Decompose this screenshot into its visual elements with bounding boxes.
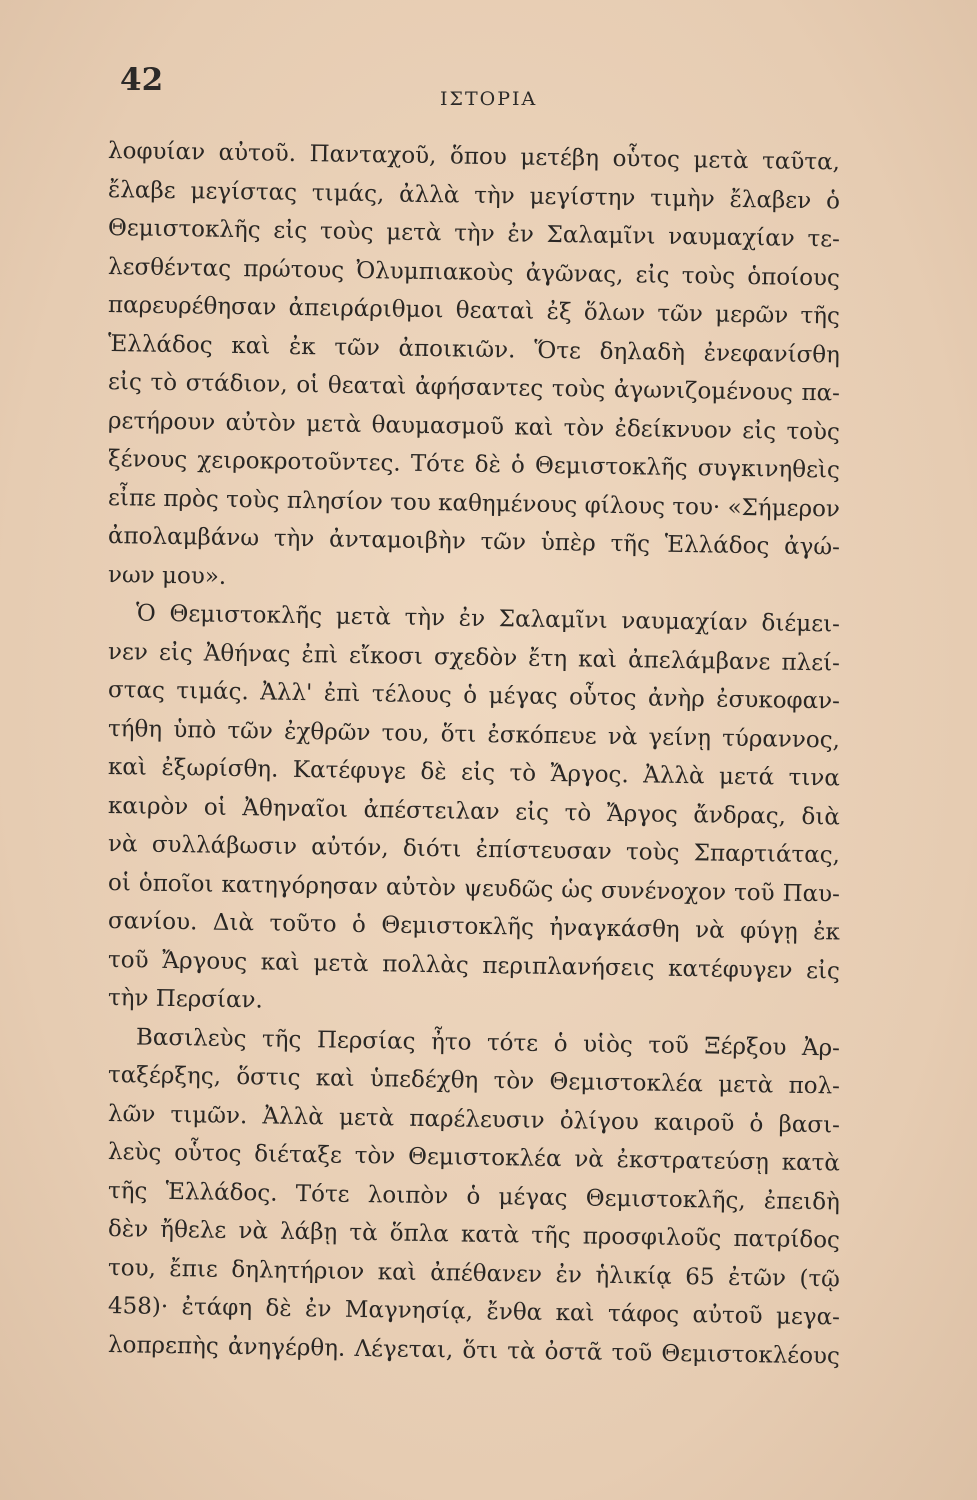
text-line: ρετήρουν αὐτὸν μετὰ θαυμασμοῦ καὶ τὸν ἐδείκνυον εἰς τοὺς [107, 407, 841, 445]
text-line: οἱ ὁποῖοι κατηγόρησαν αὐτὸν ψευδῶς ὡς συνένοχον τοῦ Παυ- [107, 869, 841, 907]
text-line: εἰς τὸ στάδιον, οἱ θεαταὶ ἀφήσαντες τοὺς ἀγωνιζομένους πα- [107, 369, 841, 407]
body-text [107, 132, 841, 1369]
text-line: λοφυίαν αὐτοῦ. Πανταχοῦ, ὅπου μετέβη οὗτος μετὰ ταῦτα, [107, 138, 841, 176]
text-line: καιρὸν οἱ Ἀθηναῖοι ἀπέστειλαν εἰς τὸ Ἄργος ἄνδρας, διὰ [107, 792, 841, 830]
text-line: Ἑλλάδος καὶ ἐκ τῶν ἀποικιῶν. Ὅτε δηλαδὴ ἐνεφανίσθη [107, 330, 841, 368]
text-line: τοῦ Ἄργους καὶ μετὰ πολλὰς περιπλανήσεις κατέφυγεν εἰς [107, 946, 841, 984]
text-line: ξένους χειροκροτοῦντες. Τότε δὲ ὁ Θεμιστοκλῆς συγκινηθεὶς [107, 446, 841, 484]
text-line: καὶ ἐξωρίσθη. Κατέφυγε δὲ εἰς τὸ Ἄργος. Ἀλλὰ μετά τινα [107, 754, 841, 792]
text-line: παρευρέθησαν ἀπειράριθμοι θεαταὶ ἐξ ὅλων τῶν μερῶν τῆς [107, 292, 841, 330]
text-line: τὴν Περσίαν. [107, 985, 264, 1014]
text-line: λοπρεπὴς ἀνηγέρθη. Λέγεται, ὅτι τὰ ὀστᾶ τοῦ Θεμιστοκλέους [107, 1331, 841, 1369]
text-line: 458)· ἐτάφη δὲ ἐν Μαγνησίᾳ, ἔνθα καὶ τάφος αὐτοῦ μεγα- [107, 1293, 841, 1331]
text-line: Βασιλεὺς τῆς Περσίας ἦτο τότε ὁ υἱὸς τοῦ Ξέρξου Ἀρ- [135, 1023, 841, 1061]
text-line: δὲν ἤθελε νὰ λάβῃ τὰ ὅπλα κατὰ τῆς προσφιλοῦς πατρίδος [107, 1216, 841, 1254]
text-line: τῆς Ἑλλάδος. Τότε λοιπὸν ὁ μέγας Θεμιστοκλῆς, ἐπειδὴ [107, 1177, 841, 1215]
text-line: λεὺς οὗτος διέταξε τὸν Θεμιστοκλέα νὰ ἐκστρατεύσῃ κατὰ [107, 1139, 841, 1177]
text-line: ταξέρξης, ὅστις καὶ ὑπεδέχθη τὸν Θεμιστοκλέα μετὰ πολ- [107, 1062, 841, 1100]
running-head: ΙΣΤΟΡΙΑ [440, 88, 538, 110]
text-line: εἶπε πρὸς τοὺς πλησίον του καθημένους φίλους του· «Σήμερον [107, 484, 841, 522]
text-line: Θεμιστοκλῆς εἰς τοὺς μετὰ τὴν ἐν Σαλαμῖνι ναυμαχίαν τε- [107, 215, 841, 253]
text-line: νὰ συλλάβωσιν αὐτόν, διότι ἐπίστευσαν τοὺς Σπαρτιάτας, [107, 831, 841, 869]
text-line: Ὁ Θεμιστοκλῆς μετὰ τὴν ἐν Σαλαμῖνι ναυμαχίαν διέμει- [135, 600, 841, 638]
text-line: στας τιμάς. Ἀλλ' ἐπὶ τέλους ὁ μέγας οὗτος ἀνὴρ ἐσυκοφαν- [107, 677, 841, 715]
text-line: ἔλαβε μεγίστας τιμάς, ἀλλὰ τὴν μεγίστην τιμὴν ἔλαβεν ὁ [107, 176, 841, 214]
text-line: λῶν τιμῶν. Ἀλλὰ μετὰ παρέλευσιν ὀλίγου καιροῦ ὁ βασι- [107, 1100, 841, 1138]
text-line: ἀπολαμβάνω τὴν ἀνταμοιβὴν τῶν ὑπὲρ τῆς Ἑλλάδος ἀγώ- [107, 523, 841, 561]
text-line: λεσθέντας πρώτους Ὀλυμπιακοὺς ἀγῶνας, εἰς τοὺς ὁποίους [107, 253, 841, 291]
page-number: 42 [120, 62, 164, 98]
text-line: σανίου. Διὰ τοῦτο ὁ Θεμιστοκλῆς ἠναγκάσθη νὰ φύγῃ ἐκ [107, 908, 841, 946]
text-line: του, ἔπιε δηλητήριον καὶ ἀπέθανεν ἐν ἡλικίᾳ 65 ἐτῶν (τῷ [107, 1254, 841, 1292]
text-line: τήθη ὑπὸ τῶν ἐχθρῶν του, ὅτι ἐσκόπευε νὰ γείνῃ τύραννος, [107, 715, 841, 753]
text-line: νων μου». [107, 561, 227, 590]
text-line: νεν εἰς Ἀθήνας ἐπὶ εἴκοσι σχεδὸν ἔτη καὶ ἀπελάμβανε πλεί- [107, 638, 841, 676]
